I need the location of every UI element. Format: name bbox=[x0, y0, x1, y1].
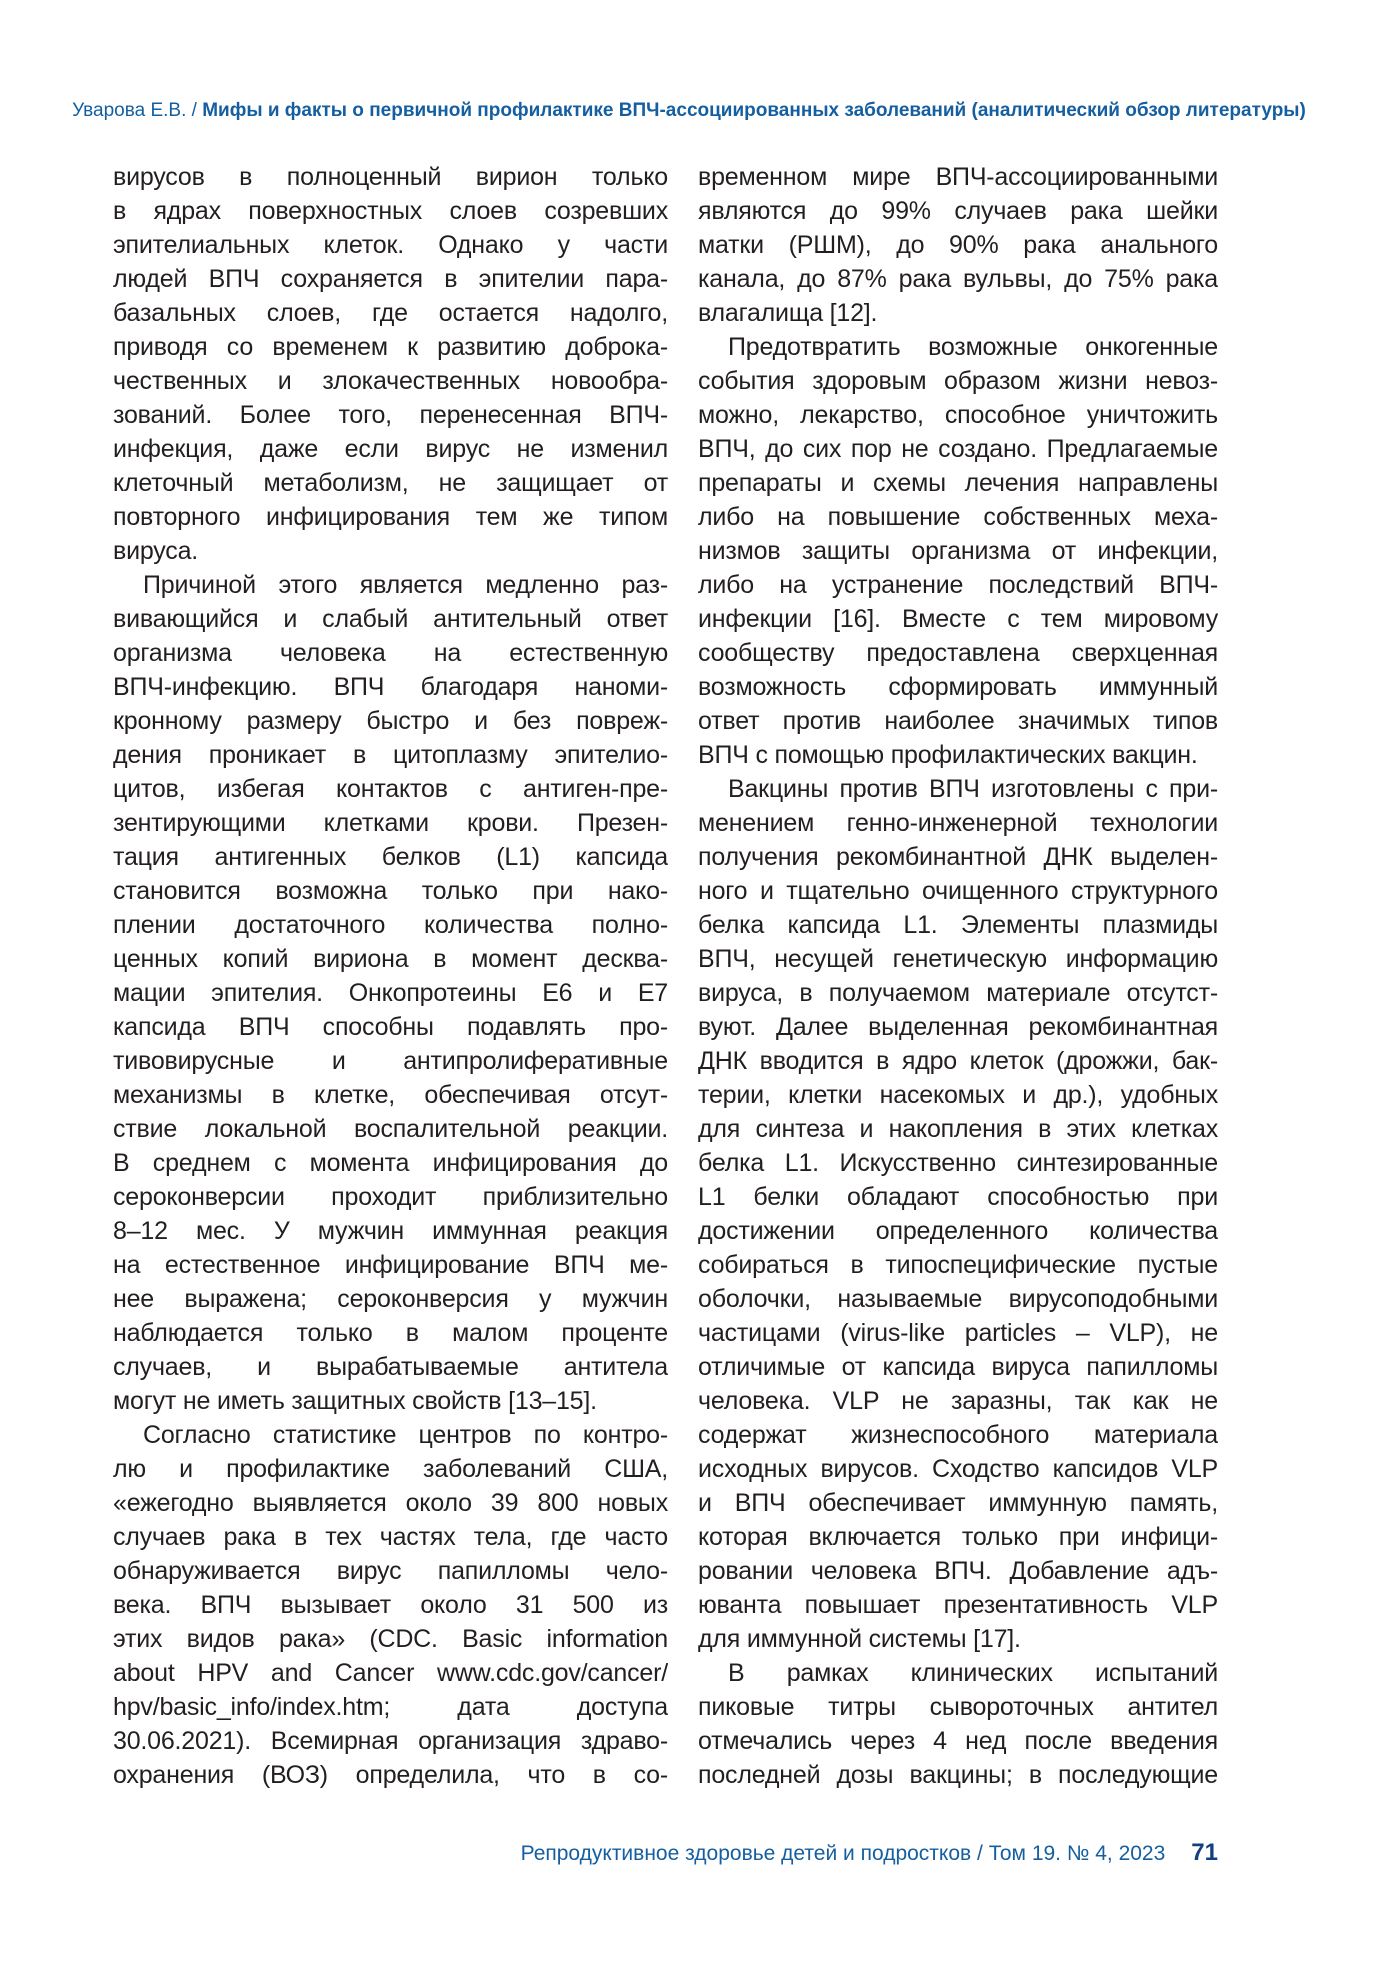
text-line: лю и профилактике заболеваний США, bbox=[113, 1455, 668, 1483]
text-line: ного и тщательно очищенного структурного bbox=[698, 877, 1218, 905]
text-line: века. ВПЧ вызывает около 31 500 из bbox=[113, 1591, 668, 1619]
text-line: клеточный метаболизм, не защищает от bbox=[113, 469, 668, 497]
text-line: юванта повышает презентативность VLP bbox=[698, 1591, 1218, 1619]
article-body bbox=[113, 160, 1218, 1792]
text-line: отмечались через 4 нед после введения bbox=[698, 1727, 1218, 1755]
text-line: последней дозы вакцины; в последующие bbox=[698, 1761, 1218, 1789]
text-line: события здоровым образом жизни невоз- bbox=[698, 367, 1218, 395]
text-line: сообществу предоставлена сверхценная bbox=[698, 639, 1218, 667]
paragraph bbox=[698, 330, 1218, 772]
footer-journal-line: Репродуктивное здоровье детей и подростков / Том 19. № 4, 2023 bbox=[520, 1842, 1166, 1865]
text-line: которая включается только при инфици- bbox=[698, 1523, 1218, 1551]
text-line: низмов защиты организма от инфекции, bbox=[698, 537, 1218, 565]
text-line: вивающийся и слабый антительный ответ bbox=[113, 605, 668, 633]
text-line: вуют. Далее выделенная рекомбинантная bbox=[698, 1013, 1218, 1041]
text-line: этих видов рака» (CDC. Basic information bbox=[113, 1625, 668, 1653]
text-line: случаев, и вырабатываемые антитела bbox=[113, 1353, 668, 1381]
text-line: вируса, в получаемом материале отсутст- bbox=[698, 979, 1218, 1007]
text-line: становится возможна только при нако- bbox=[113, 877, 668, 905]
text-line: ствие локальной воспалительной реакции. bbox=[113, 1115, 668, 1143]
header-divider-slash: / bbox=[191, 100, 197, 121]
text-line: можно, лекарство, способное уничтожить bbox=[698, 401, 1218, 429]
text-line: терии, клетки насекомых и др.), удобных bbox=[698, 1081, 1218, 1109]
text-line: либо на устранение последствий ВПЧ- bbox=[698, 571, 1218, 599]
text-line: about HPV and Cancer www.cdc.gov/cancer/ bbox=[113, 1659, 668, 1687]
text-line: В рамках клинических испытаний bbox=[728, 1659, 1218, 1687]
text-line: на естественное инфицирование ВПЧ ме- bbox=[113, 1251, 668, 1279]
text-line: мации эпителия. Онкопротеины Е6 и Е7 bbox=[113, 979, 668, 1007]
text-line: Вакцины против ВПЧ изготовлены с при- bbox=[728, 775, 1218, 803]
text-line: ВПЧ, до сих пор не создано. Предлагаемые bbox=[698, 435, 1218, 463]
header-author: Уварова Е.В. bbox=[72, 100, 187, 121]
footer-page-number: 71 bbox=[1191, 1839, 1218, 1866]
text-line: организма человека на естественную bbox=[113, 639, 668, 667]
text-line: для иммунной системы [17]. bbox=[698, 1625, 1021, 1653]
text-line: повторного инфицирования тем же типом bbox=[113, 503, 668, 531]
text-line: 30.06.2021). Всемирная организация здраво- bbox=[113, 1727, 668, 1755]
text-line: hpv/basic_info/index.htm; дата доступа bbox=[113, 1693, 668, 1721]
text-line: дения проникает в цитоплазму эпителио- bbox=[113, 741, 668, 769]
text-line: ВПЧ с помощью профилактических вакцин. bbox=[698, 741, 1198, 769]
text-line: белка L1. Искусственно синтезированные bbox=[698, 1149, 1218, 1177]
text-line: исходных вирусов. Сходство капсидов VLP bbox=[698, 1455, 1218, 1483]
text-line: цитов, избегая контактов с антиген-пре- bbox=[113, 775, 668, 803]
column-left bbox=[113, 160, 668, 1792]
text-line: механизмы в клетке, обеспечивая отсут- bbox=[113, 1081, 668, 1109]
text-line: инфекции [16]. Вместе с тем мировому bbox=[698, 605, 1218, 633]
text-line: «ежегодно выявляется около 39 800 новых bbox=[113, 1489, 668, 1517]
text-line: получения рекомбинантной ДНК выделен- bbox=[698, 843, 1218, 871]
text-line: Предотвратить возможные онкогенные bbox=[728, 333, 1218, 361]
text-line: содержат жизнеспособного материала bbox=[698, 1421, 1218, 1449]
text-line: белка капсида L1. Элементы плазмиды bbox=[698, 911, 1218, 939]
text-line: ВПЧ-инфекцию. ВПЧ благодаря наноми- bbox=[113, 673, 668, 701]
text-line: в ядрах поверхностных слоев созревших bbox=[113, 197, 668, 225]
text-line: эпителиальных клеток. Однако у части bbox=[113, 231, 668, 259]
text-line: базальных слоев, где остается надолго, bbox=[113, 299, 668, 327]
text-line: инфекция, даже если вирус не изменил bbox=[113, 435, 668, 463]
paragraph bbox=[698, 772, 1218, 1656]
text-line: влагалища [12]. bbox=[698, 299, 878, 327]
text-line: собираться в типоспецифические пустые bbox=[698, 1251, 1218, 1279]
text-line: менением генно-инженерной технологии bbox=[698, 809, 1218, 837]
text-line: Согласно статистике центров по контро- bbox=[143, 1421, 668, 1449]
paragraph bbox=[113, 568, 668, 1418]
text-line: тивовирусные и антипролиферативные bbox=[113, 1047, 668, 1075]
text-line: случаев рака в тех частях тела, где часто bbox=[113, 1523, 668, 1551]
text-line: охранения (ВОЗ) определила, что в со- bbox=[113, 1761, 668, 1789]
text-line: нее выражена; сероконверсия у мужчин bbox=[113, 1285, 668, 1313]
text-line: сероконверсии проходит приблизительно bbox=[113, 1183, 668, 1211]
paragraph bbox=[113, 1418, 668, 1792]
text-line: капсида ВПЧ способны подавлять про- bbox=[113, 1013, 668, 1041]
text-line: ценных копий вириона в момент десква- bbox=[113, 945, 668, 973]
text-line: для синтеза и накопления в этих клетках bbox=[698, 1115, 1218, 1143]
text-line: возможность сформировать иммунный bbox=[698, 673, 1218, 701]
text-line: ответ против наиболее значимых типов bbox=[698, 707, 1218, 735]
text-line: приводя со временем к развитию доброка- bbox=[113, 333, 668, 361]
text-line: 8–12 мес. У мужчин иммунная реакция bbox=[113, 1217, 668, 1245]
text-line: временном мире ВПЧ-ассоциированными bbox=[698, 163, 1218, 191]
paragraph bbox=[698, 1656, 1218, 1792]
text-line: обнаруживается вирус папилломы чело- bbox=[113, 1557, 668, 1585]
text-line: достижении определенного количества bbox=[698, 1217, 1218, 1245]
column-right bbox=[698, 160, 1218, 1792]
text-line: и ВПЧ обеспечивает иммунную память, bbox=[698, 1489, 1218, 1517]
text-line: кронному размеру быстро и без повреж- bbox=[113, 707, 668, 735]
text-line: L1 белки обладают способностью при bbox=[698, 1183, 1218, 1211]
running-footer bbox=[521, 1838, 1218, 1869]
text-line: частицами (virus-like particles – VLP), не bbox=[698, 1319, 1218, 1347]
text-line: человека. VLP не заразны, так как не bbox=[698, 1387, 1218, 1415]
running-header bbox=[0, 99, 1378, 123]
text-line: оболочки, называемые вирусоподобными bbox=[698, 1285, 1218, 1313]
text-line: пиковые титры сывороточных антител bbox=[698, 1693, 1218, 1721]
text-line: препараты и схемы лечения направлены bbox=[698, 469, 1218, 497]
text-line: чественных и злокачественных новообра- bbox=[113, 367, 668, 395]
text-line: могут не иметь защитных свойств [13–15]. bbox=[113, 1387, 597, 1415]
text-line: зентирующими клетками крови. Презен- bbox=[113, 809, 668, 837]
text-line: ДНК вводится в ядро клеток (дрожжи, бак- bbox=[698, 1047, 1218, 1075]
text-line: зований. Более того, перенесенная ВПЧ- bbox=[113, 401, 668, 429]
paragraph bbox=[698, 160, 1218, 330]
header-article-title: Мифы и факты о первичной профилактике ВПЧ-ассоциированных заболеваний (аналитический обзор литературы) bbox=[202, 100, 1306, 121]
text-line: либо на повышение собственных меха- bbox=[698, 503, 1218, 531]
text-line: Причиной этого является медленно раз- bbox=[143, 571, 668, 599]
text-line: ВПЧ, несущей генетическую информацию bbox=[698, 945, 1218, 973]
text-line: вируса. bbox=[113, 537, 199, 565]
text-line: В среднем с момента инфицирования до bbox=[113, 1149, 668, 1177]
text-line: наблюдается только в малом проценте bbox=[113, 1319, 668, 1347]
text-line: людей ВПЧ сохраняется в эпителии пара- bbox=[113, 265, 668, 293]
paragraph bbox=[113, 160, 668, 568]
text-line: отличимые от капсида вируса папилломы bbox=[698, 1353, 1218, 1381]
text-line: плении достаточного количества полно- bbox=[113, 911, 668, 939]
text-line: канала, до 87% рака вульвы, до 75% рака bbox=[698, 265, 1218, 293]
text-line: вирусов в полноценный вирион только bbox=[113, 163, 668, 191]
text-line: являются до 99% случаев рака шейки bbox=[698, 197, 1218, 225]
text-line: матки (РШМ), до 90% рака анального bbox=[698, 231, 1218, 259]
text-line: ровании человека ВПЧ. Добавление адъ- bbox=[698, 1557, 1218, 1585]
text-line: тация антигенных белков (L1) капсида bbox=[113, 843, 668, 871]
